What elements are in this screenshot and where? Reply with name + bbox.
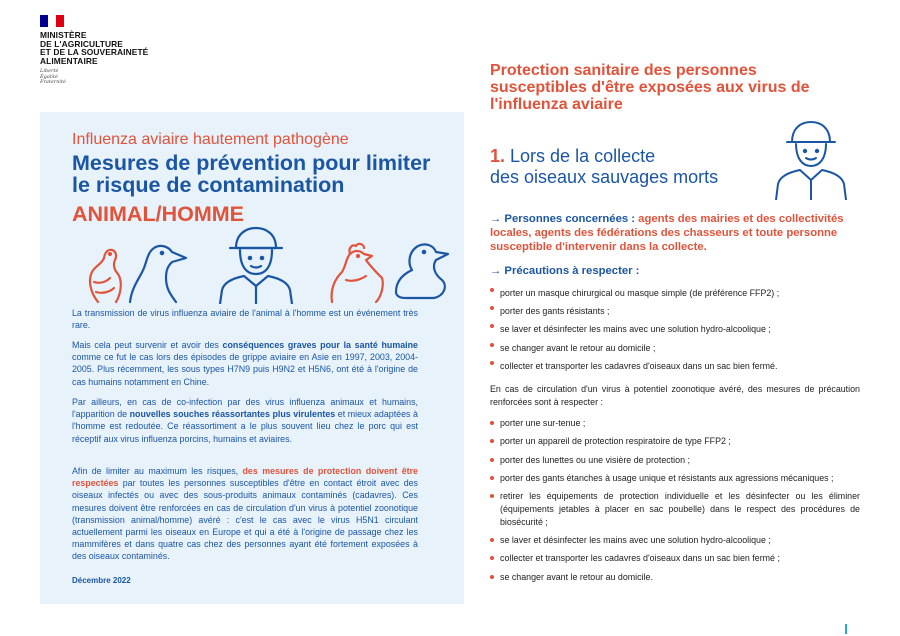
list-item: se changer avant le retour au domicile. — [490, 571, 860, 584]
list-item: se laver et désinfecter les mains avec une solution hydro-alcoolique ; — [490, 534, 860, 547]
rooster-icon — [332, 244, 383, 302]
goose-icon — [130, 246, 186, 302]
farmer-icon — [220, 228, 292, 304]
list-item: se laver et désinfecter les mains avec une solution hydro-alcoolique ; — [490, 320, 860, 338]
precautions-list — [490, 284, 860, 375]
precautions-heading: → Précautions à respecter : — [490, 265, 640, 277]
collector-farmer-icon — [768, 118, 854, 200]
paragraph-protection: Afin de limiter au maximum les risques, des mesures de protection doivent être respectées par toutes les personnes susceptibles d'être en contact étroit avec des oiseaux infectés ou avec des sous-produits animaux contaminés (cadavres). Ces mesures doivent être renforcées en cas de circulation d'un virus à potentiel zoonotique (transmission animal/homme) avéré : c'est le cas avec le virus H5N1 circulant actuellement parmi les oiseaux en Europe et qui a été à l'origine de passage chez les mammifères et dans quatre cas chez des personnes ayant été fortement exposées à des oiseaux contaminés. — [72, 466, 418, 562]
duck-icon — [396, 244, 448, 298]
republic-motto: Liberté Égalité Fraternité — [40, 68, 66, 86]
protection-title: Protection sanitaire des personnes susceptibles d'être exposées aux virus de l'influenza aviaire — [490, 62, 810, 113]
reinforced-list — [490, 417, 860, 583]
list-item: porter des lunettes ou une visière de protection ; — [490, 454, 860, 467]
section-title: 1. Lors de la collecte des oiseaux sauvages morts — [490, 146, 719, 187]
list-item: porter des gants résistants ; — [490, 302, 860, 320]
panel-title-highlight: ANIMAL/HOMME — [72, 202, 244, 226]
list-item: porter une sur-tenue ; — [490, 417, 860, 430]
list-item: se changer avant le retour au domicile ; — [490, 339, 860, 357]
paragraph-reassortment: Par ailleurs, en cas de co-infection par des virus influenza animaux et humains, l'apparition de nouvelles souches réassortantes plus virulentes et mieux adaptées à l'homme est redoutée. Ce réassortiment a le plus souvent lieu chez le porc qui est réceptif aux virus influenza porcins, humains et aviaires. — [72, 397, 418, 444]
list-item: porter des gants étanches à usage unique et résistants aux agressions mécaniques ; — [490, 472, 860, 485]
reinforced-intro: En cas de circulation d'un virus à potentiel zoonotique avéré, des mesures de précaution renforcées sont à respecter : — [490, 384, 860, 407]
list-item: retirer les équipements de protection individuelle et les désinfecter ou les éliminer (équipements jetables à placer en sac poubelle) dans le respect des procédures de biosécurité ; — [490, 490, 860, 528]
panel-title: Mesures de prévention pour limiter le risque de contamination — [72, 151, 431, 197]
list-item: collecter et transporter les cadavres d'oiseaux dans un sac bien fermé. — [490, 357, 860, 375]
french-flag-icon — [40, 15, 64, 27]
panel-subtitle: Influenza aviaire hautement pathogène — [72, 131, 349, 148]
paragraph-rarity: La transmission de virus influenza aviaire de l'animal à l'homme est un événement très rare. — [72, 308, 418, 331]
ministry-name: MINISTÈRE DE L'AGRICULTURE ET DE LA SOUVERAINETÉ ALIMENTAIRE — [40, 30, 149, 66]
publication-date: Décembre 2022 — [72, 576, 131, 585]
list-item: porter un masque chirurgical ou masque simple (de préférence FFP2) ; — [490, 284, 860, 302]
list-item: collecter et transporter les cadavres d'oiseaux dans un sac bien fermé ; — [490, 552, 860, 565]
list-item: porter un appareil de protection respiratoire de type FFP2 ; — [490, 435, 860, 448]
turkey-icon — [90, 250, 121, 302]
animals-illustration — [80, 222, 450, 304]
people-concerned: → Personnes concernées : agents des mairies et des collectivités locales, agents des fédérations des chasseurs et toute personne susceptible d'intervenir dans la collecte. — [490, 213, 844, 253]
corner-mark-icon — [843, 624, 849, 634]
paragraph-consequences: Mais cela peut survenir et avoir des conséquences graves pour la santé humaine comme ce fut le cas lors des épisodes de grippe aviaire en Asie en 1997, 2003, 2004-2005. Plus récemment, les sous types H7N9 puis H9N2 et H5N6, ont été à l'origine de cas humains notamment en Chine. — [72, 340, 418, 387]
